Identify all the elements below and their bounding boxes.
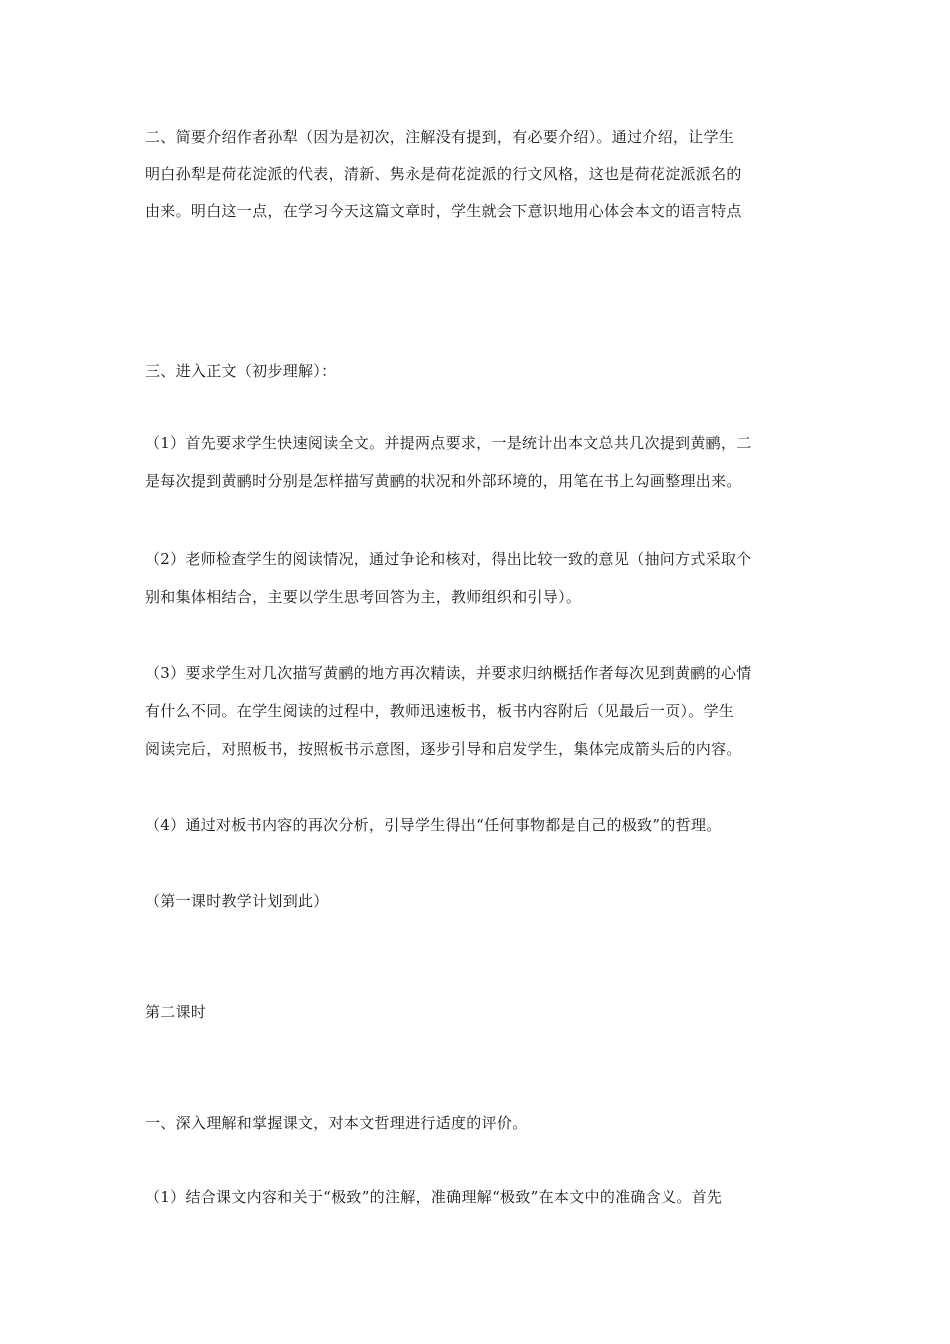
paragraph-line: （1）结合课文内容和关于“极致”的注解，准确理解“极致”在本文中的准确含义。首先 [145, 1188, 723, 1206]
section-heading: 一、深入理解和掌握课文，对本文哲理进行适度的评价。 [145, 1114, 528, 1132]
paragraph-line: 明白孙犁是荷花淀派的代表，清新、隽永是荷花淀派的行文风格，这也是荷花淀派派名的 [145, 165, 742, 183]
paragraph-line: 有什么不同。在学生阅读的过程中，教师迅速板书，板书内容附后（见最后一页）。学生 [145, 702, 735, 720]
paragraph-line: （3）要求学生对几次描写黄鹂的地方再次精读，并要求归纳概括作者每次见到黄鹂的心情 [145, 664, 752, 682]
paragraph-line: 是每次提到黄鹂时分别是怎样描写黄鹂的状况和外部环境的，用笔在书上勾画整理出来。 [145, 472, 742, 490]
paragraph-line: （1）首先要求学生快速阅读全文。并提两点要求，一是统计出本文总共几次提到黄鹂，二 [145, 434, 752, 452]
paragraph-line: 别和集体相结合，主要以学生思考回答为主，教师组织和引导）。 [145, 588, 582, 606]
paragraph-line: 由来。明白这一点，在学习今天这篇文章时，学生就会下意识地用心体会本文的语言特点 [145, 202, 742, 220]
paragraph-line: （2）老师检查学生的阅读情况，通过争论和核对，得出比较一致的意见（抽问方式采取个 [145, 550, 752, 568]
section-heading: 三、进入正文（初步理解）： [145, 362, 337, 380]
paragraph-line: 阅读完后，对照板书，按照板书示意图，逐步引导和启发学生，集体完成箭头后的内容。 [145, 740, 742, 758]
paragraph-line: （第一课时教学计划到此） [145, 892, 329, 910]
section-heading: 第二课时 [145, 1003, 207, 1021]
paragraph-line: （4）通过对板书内容的再次分析，引导学生得出“任何事物都是自己的极致”的哲理。 [145, 816, 722, 834]
paragraph-line: 二、简要介绍作者孙犁（因为是初次，注解没有提到，有必要介绍）。通过介绍，让学生 [145, 128, 735, 146]
